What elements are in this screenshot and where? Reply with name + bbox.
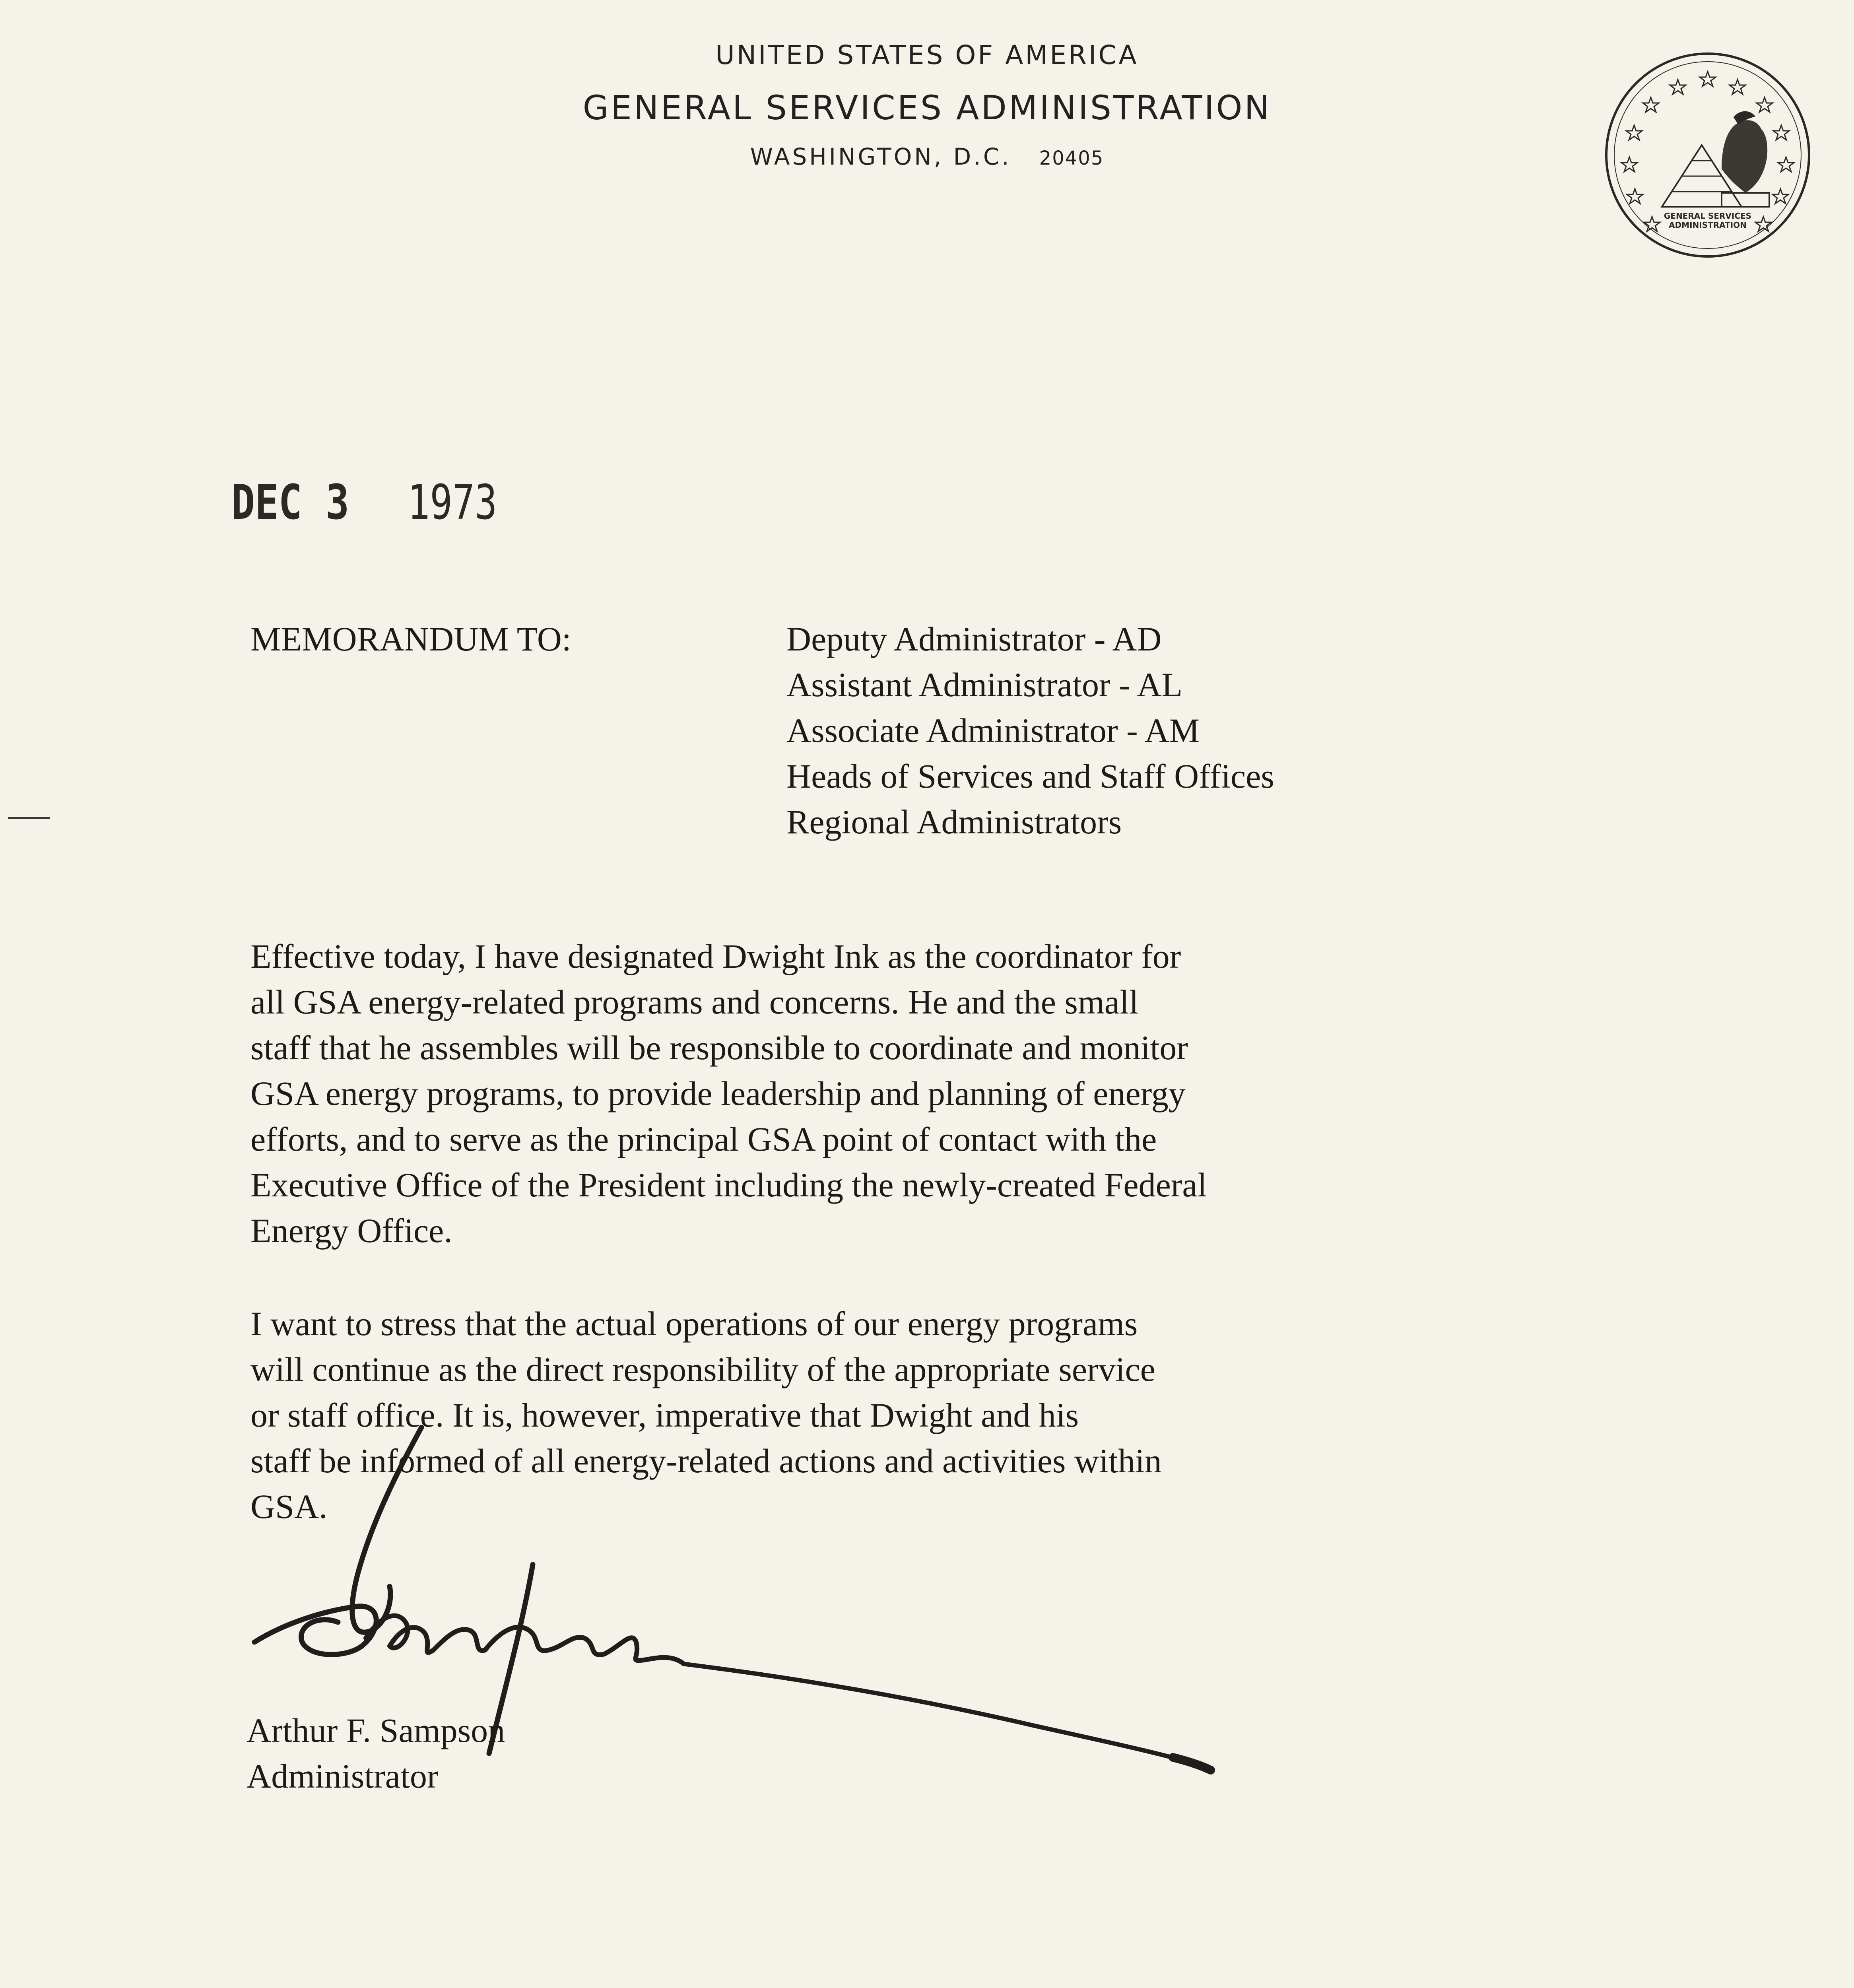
paragraph-line: efforts, and to serve as the principal GSA point of contact with the [250,1120,1157,1158]
paragraph-line: Effective today, I have designated Dwight Ink as the coordinator for [250,937,1181,975]
paragraph-line: staff be informed of all energy-related actions and activities within [250,1442,1162,1480]
recipient-line: Associate Administrator - AM [786,711,1200,749]
recipient-line: Regional Administrators [786,803,1122,841]
paragraph-line: Executive Office of the President including the newly-created Federal [250,1166,1207,1204]
paragraph-line: staff that he assembles will be responsible to coordinate and monitor [250,1029,1188,1067]
recipient-line: Assistant Administrator - AL [786,666,1183,704]
signer-name: Arthur F. Sampson [247,1711,505,1749]
paragraph-line: GSA. [250,1487,328,1526]
paragraph-line: or staff office. It is, however, imperative that Dwight and his [250,1396,1079,1434]
recipient-line: Deputy Administrator - AD [786,620,1162,658]
signer-title: Administrator [247,1757,439,1795]
margin-mark [8,817,50,819]
paragraph-line: I want to stress that the actual operations of our energy programs [250,1305,1138,1343]
recipient-line: Heads of Services and Staff Offices [786,757,1274,795]
letterhead-country: UNITED STATES OF AMERICA [715,40,1139,70]
memo-to-label: MEMORANDUM TO: [250,620,571,658]
date-stamp-month-day: DEC 3 [231,475,349,530]
letterhead-agency: GENERAL SERVICES ADMINISTRATION [582,88,1272,127]
signer-block [247,1708,505,1799]
letterhead-city-name: WASHINGTON, D.C. [750,143,1011,170]
paragraph-line: will continue as the direct responsibility of the appropriate service [250,1350,1155,1388]
paragraph-line: GSA energy programs, to provide leadership and planning of energy [250,1074,1186,1112]
letterhead-zip: 20405 [1039,147,1104,169]
paragraph-line: all GSA energy-related programs and concerns. He and the small [250,983,1139,1021]
date-stamp-year: 1973 [408,475,497,530]
seal-text-line-2: ADMINISTRATION [1669,220,1747,230]
seal-text-line-1: GENERAL SERVICES [1664,211,1752,221]
paragraph-line: Energy Office. [250,1211,452,1250]
